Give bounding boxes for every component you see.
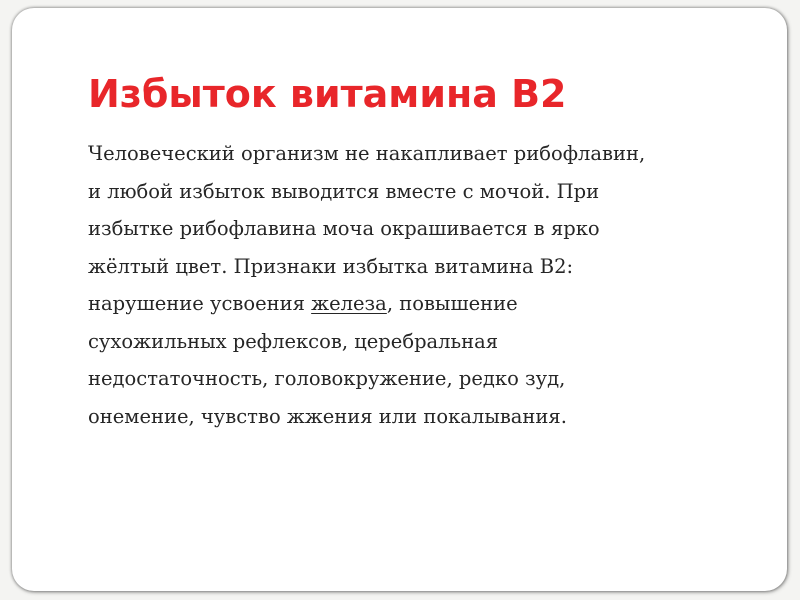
body-line-8: онемение, чувство жжения или покалывания. xyxy=(88,404,567,428)
body-line-7: недостаточность, головокружение, редко зуд, xyxy=(88,367,566,390)
slide-title: Избыток витамина В2 xyxy=(88,72,567,116)
slide-body-text xyxy=(88,135,748,435)
slide-panel xyxy=(12,8,787,591)
body-line-5 xyxy=(88,285,748,323)
body-line-4: жёлтый цвет. Признаки избытка витамина В2: xyxy=(88,254,574,278)
iron-link[interactable]: железа xyxy=(311,292,387,315)
body-line-3: избытке рибофлавина моча окрашивается в ярко xyxy=(88,217,600,240)
body-line-5-end: , повышение xyxy=(386,292,518,315)
body-line-1: Человеческий организм не накапливает рибофлавин, xyxy=(88,142,646,165)
body-line-2: и любой избыток выводится вместе с мочой. При xyxy=(88,179,600,203)
body-line-5-start: нарушение усвоения xyxy=(88,292,312,315)
body-line-6: сухожильных рефлексов, церебральная xyxy=(88,329,499,353)
